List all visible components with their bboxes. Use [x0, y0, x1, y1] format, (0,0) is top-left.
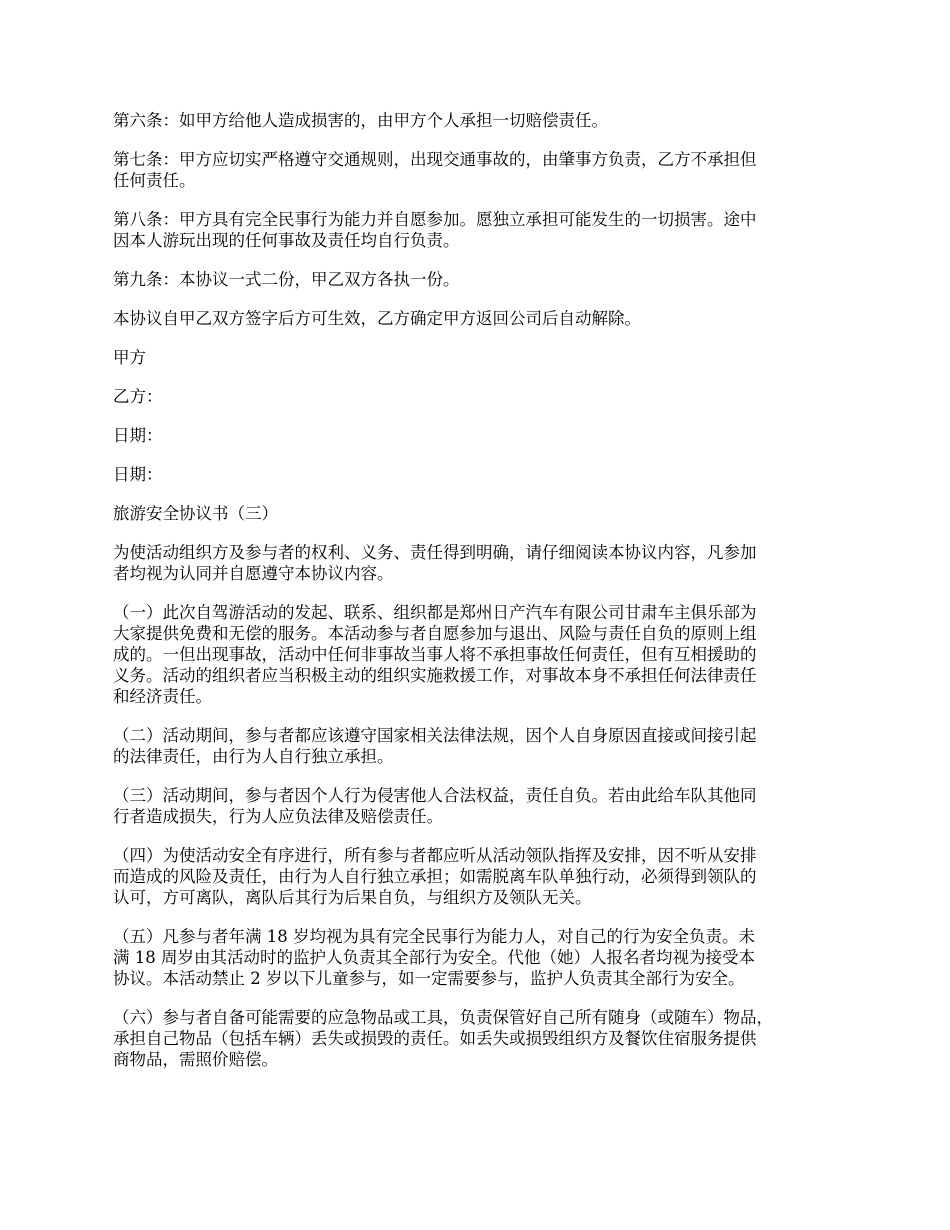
text-line: 因本人游玩出现的任何事故及责任均自行负责。 [113, 231, 460, 250]
paragraph [113, 464, 843, 485]
text-line: 第六条：如甲方给他人造成损害的，由甲方个人承担一切赔偿责任。 [113, 111, 608, 130]
text-line: 本协议自甲乙双方签字后方可生效，乙方确定甲方返回公司后自动解除。 [113, 309, 641, 328]
text-line: 甲方 [113, 348, 146, 367]
text-line: 任何责任。 [113, 171, 196, 190]
text-line: 大家提供免费和无偿的服务。本活动参与者自愿参加与退出、风险与责任自负的原则上组 [113, 624, 757, 643]
text-line: 乙方： [113, 387, 163, 406]
text-line: 而造成的风险及责任，由行为人自行独立承担；如需脱离车队单独行动，必须得到领队的 [113, 867, 757, 886]
paragraph [113, 269, 843, 290]
text-line: （二）活动期间，参与者都应该遵守国家相关法律法规，因个人自身原因直接或间接引起 [113, 726, 757, 745]
text-line: 旅游安全协议书（三） [113, 504, 278, 523]
text-line: 承担自己物品（包括车辆）丢失或损毁的责任。如丢失或损毁组织方及餐饮住宿服务提供 [113, 1029, 757, 1048]
text-line: 日期： [113, 426, 163, 445]
text-line: 第八条：甲方具有完全民事行为能力并自愿参加。愿独立承担可能发生的一切损害。途中 [113, 210, 757, 229]
paragraph [113, 386, 843, 407]
paragraph [113, 347, 843, 368]
paragraph [113, 725, 843, 767]
text-line: 行者造成损失，行为人应负法律及赔偿责任。 [113, 807, 443, 826]
paragraph [113, 149, 843, 191]
text-line: （一）此次自驾游活动的发起、联系、组织都是郑州日产汽车有限公司甘肃车主俱乐部为 [113, 603, 757, 622]
text-line: 满 18 周岁由其活动时的监护人负责其全部行为安全。代他（她）人报名者均视为接受本 [113, 948, 755, 967]
text-line: 第九条：本协议一式二份，甲乙双方各执一份。 [113, 270, 460, 289]
text-line: 协议。本活动禁止 2 岁以下儿童参与，如一定需要参与，监护人负责其全部行为安全。 [113, 969, 745, 988]
text-line: （五）凡参与者年满 18 岁均视为具有完全民事行为能力人，对自己的行为安全负责。未 [113, 927, 755, 946]
text-line: （三）活动期间，参与者因个人行为侵害他人合法权益，责任自负。若由此给车队其他同 [113, 786, 757, 805]
text-line: 第七条：甲方应切实严格遵守交通规则，出现交通事故的，由肇事方负责，乙方不承担但 [113, 150, 757, 169]
paragraph [113, 542, 843, 584]
paragraph [113, 602, 843, 707]
text-line: 成的。一但出现事故，活动中任何非事故当事人将不承担事故任何责任，但有互相援助的 [113, 645, 757, 664]
text-line: 的法律责任，由行为人自行独立承担。 [113, 747, 394, 766]
paragraph [113, 503, 843, 524]
text-line: （四）为使活动安全有序进行，所有参与者都应听从活动领队指挥及安排，因不听从安排 [113, 846, 757, 865]
text-line: 商物品，需照价赔偿。 [113, 1050, 278, 1069]
paragraph [113, 110, 843, 131]
text-line: （六）参与者自备可能需要的应急物品或工具，负责保管好自己所有随身（或随车）物品， [113, 1008, 773, 1027]
text-line: 认可，方可离队，离队后其行为后果自负，与组织方及领队无关。 [113, 888, 592, 907]
paragraph [113, 209, 843, 251]
paragraph [113, 785, 843, 827]
paragraph [113, 308, 843, 329]
paragraph [113, 425, 843, 446]
paragraph [113, 845, 843, 908]
text-line: 为使活动组织方及参与者的权利、义务、责任得到明确，请仔细阅读本协议内容，凡参加 [113, 543, 757, 562]
paragraph [113, 1007, 843, 1070]
paragraph [113, 926, 843, 989]
text-line: 义务。活动的组织者应当积极主动的组织实施救援工作，对事故本身不承担任何法律责任 [113, 666, 757, 685]
text-line: 和经济责任。 [113, 687, 212, 706]
document-body [113, 110, 843, 1088]
text-line: 日期： [113, 465, 163, 484]
text-line: 者均视为认同并自愿遵守本协议内容。 [113, 564, 394, 583]
